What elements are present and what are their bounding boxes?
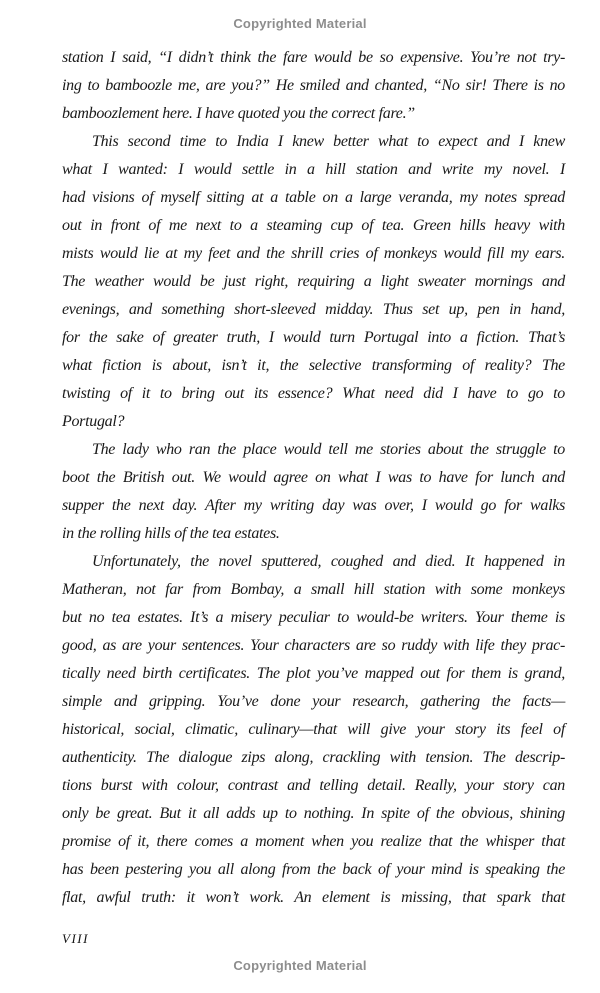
text-line: Portugal? xyxy=(62,413,125,430)
text-line: simple and gripping. You’ve done your research, gathering the facts— xyxy=(62,693,565,710)
text-line: tions burst with colour, contrast and telling detail. Really, your story can xyxy=(62,777,565,794)
text-line: out in front of me next to a steaming cup of tea. Green hills heavy with xyxy=(62,217,565,234)
text-line: good, as are your sentences. Your characters are so ruddy with life they prac- xyxy=(62,637,565,654)
text-line: only be great. But it all adds up to nothing. In spite of the obvious, shining xyxy=(62,805,565,822)
text-line: tically need birth certificates. The plot you’ve mapped out for them is grand, xyxy=(62,665,565,682)
text-line: what fiction is about, isn’t it, the selective transforming of reality? The xyxy=(62,357,565,374)
text-line: The weather would be just right, requiring a light sweater mornings and xyxy=(62,273,565,290)
text-line: The lady who ran the place would tell me stories about the struggle to xyxy=(92,441,565,458)
text-line: but no tea estates. It’s a misery peculiar to would-be writers. Your theme is xyxy=(62,609,565,626)
text-line: authenticity. The dialogue zips along, crackling with tension. The descrip- xyxy=(62,749,565,766)
text-line: supper the next day. After my writing day was over, I would go for walks xyxy=(62,497,565,514)
text-line: evenings, and something short-sleeved midday. Thus set up, pen in hand, xyxy=(62,301,565,318)
page-number: VIII xyxy=(62,931,89,946)
text-line: mists would lie at my feet and the shrill cries of monkeys would fill my ears. xyxy=(62,245,565,262)
text-line: for the sake of greater truth, I would turn Portugal into a fiction. That’s xyxy=(62,329,565,346)
text-line: has been pestering you all along from the back of your mind is speaking the xyxy=(62,861,565,878)
text-line: ing to bamboozle me, are you?” He smiled and chanted, “No sir! There is no xyxy=(62,77,565,94)
text-line: Unfortunately, the novel sputtered, coughed and died. It happened in xyxy=(92,553,565,570)
text-line: twisting of it to bring out its essence? What need did I have to go to xyxy=(62,385,565,402)
text-line: This second time to India I knew better what to expect and I knew xyxy=(92,133,565,150)
text-line: in the rolling hills of the tea estates. xyxy=(62,525,280,542)
text-line: flat, awful truth: it won’t work. An element is missing, that spark that xyxy=(62,889,565,906)
text-line: bamboozlement here. I have quoted you the correct fare.” xyxy=(62,105,415,122)
copyright-notice-top: Copyrighted Material xyxy=(233,16,367,31)
text-line: historical, social, climatic, culinary—that will give your story its feel of xyxy=(62,721,565,738)
text-line: boot the British out. We would agree on what I was to have for lunch and xyxy=(62,469,565,486)
text-line: what I wanted: I would settle in a hill station and write my novel. I xyxy=(62,161,565,178)
page-body xyxy=(62,44,565,912)
text-line: Matheran, not far from Bombay, a small hill station with some monkeys xyxy=(62,581,565,598)
text-line: promise of it, there comes a moment when you realize that the whisper that xyxy=(62,833,565,850)
text-line: had visions of myself sitting at a table on a large veranda, my notes spread xyxy=(62,189,565,206)
copyright-notice-bottom: Copyrighted Material xyxy=(233,958,367,973)
text-line: station I said, “I didn’t think the fare would be so expensive. You’re not try- xyxy=(62,49,565,66)
